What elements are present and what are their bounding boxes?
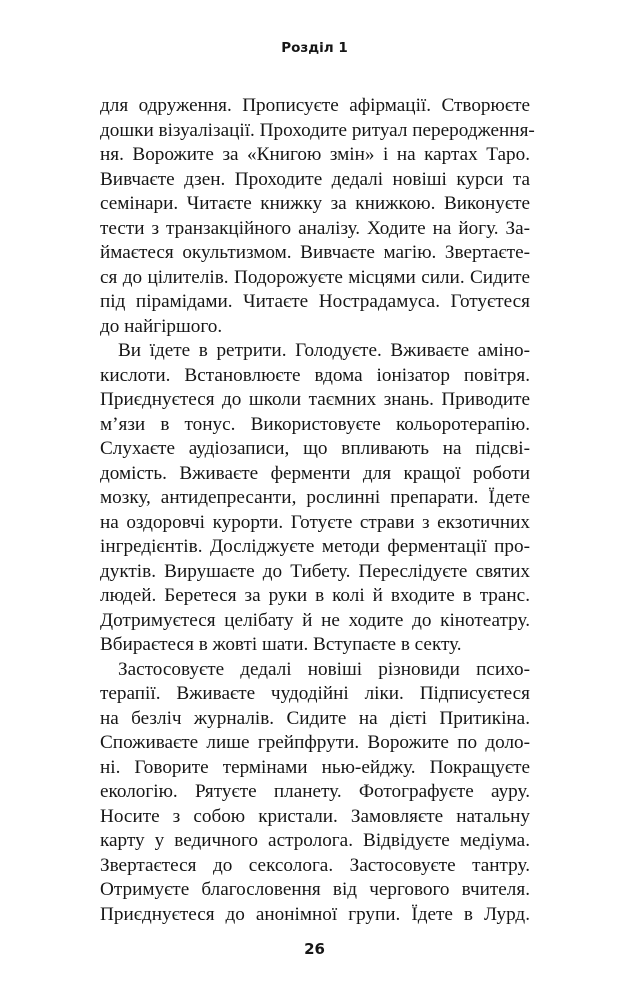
text-line: людей. Беретеся за руки в колі й входите в транс. xyxy=(100,585,530,606)
text-line: Ви їдете в ретрити. Голодуєте. Вживаєте аміно- xyxy=(118,340,530,361)
text-line: ся до цілителів. Подорожуєте місцями сили. Сидите xyxy=(100,266,530,288)
text-line: на безліч журналів. Сидите на дієті Притикіна. xyxy=(100,707,530,729)
text-line: дошки візуалізації. Проходите ритуал переродження- xyxy=(100,119,535,141)
text-line: мозку, антидепресанти, рослинні препарати. Їдете xyxy=(100,487,530,508)
text-line: Вивчаєте дзен. Проходите дедалі новіші курси та xyxy=(100,168,530,190)
paragraph xyxy=(100,658,530,928)
text-line: тести з транзакційного аналізу. Ходите на йогу. За- xyxy=(100,217,530,239)
text-line: ня. Ворожите за «Книгою змін» і на картах Таро. xyxy=(100,144,530,165)
page-number: 26 xyxy=(304,940,325,958)
text-line: Носите з собою кристали. Замовляєте натальну xyxy=(100,805,530,827)
text-line: Вбираєтеся в жовті шати. Вступаєте в секту. xyxy=(100,634,462,655)
text-line: екологію. Рятуєте планету. Фотографуєте ауру. xyxy=(100,781,530,802)
text-line: Застосовуєте дедалі новіші різновиди психо- xyxy=(118,658,530,680)
text-line: м’язи в тонус. Використовуєте кольоротерапію. xyxy=(100,413,530,435)
text-line: ні. Говорите термінами нью-ейджу. Покращуєте xyxy=(100,756,530,778)
text-line: інгредієнтів. Досліджуєте методи ферментації про- xyxy=(100,536,530,557)
text-line: кислоти. Встановлюєте вдома іонізатор повітря. xyxy=(100,364,530,386)
text-line: Споживаєте лише грейпфрути. Ворожите по доло- xyxy=(100,732,530,753)
text-line: карту у ведичного астролога. Відвідуєте медіума. xyxy=(100,830,530,851)
text-line: для одруження. Прописуєте афірмації. Створюєте xyxy=(100,95,530,116)
text-line: на оздоровчі курорти. Готуєте страви з екзотичних xyxy=(100,511,530,533)
text-line: Отримуєте благословення від чергового вчителя. xyxy=(100,879,530,900)
paragraph xyxy=(100,339,530,658)
paragraph xyxy=(100,94,535,339)
body-text xyxy=(100,94,535,927)
text-line: Приєднуєтеся до школи таємних знань. Приводите xyxy=(100,389,530,410)
text-line: ймаєтеся окультизмом. Вивчаєте магію. Звертаєте- xyxy=(100,242,530,263)
text-line: Звертаєтеся до сексолога. Застосовуєте тантру. xyxy=(100,854,530,876)
text-line: Слухаєте аудіозаписи, що впливають на підсві- xyxy=(100,438,530,459)
text-line: дуктів. Вирушаєте до Тибету. Переслідуєте святих xyxy=(100,560,530,582)
text-line: під пірамідами. Читаєте Нострадамуса. Готуєтеся xyxy=(100,291,530,312)
text-line: Дотримуєтеся целібату й не ходите до кінотеатру. xyxy=(100,609,530,631)
text-line: домість. Вживаєте ферменти для кращої роботи xyxy=(100,462,530,484)
text-line: семінари. Читаєте книжку за книжкою. Виконуєте xyxy=(100,193,530,214)
text-line: терапії. Вживаєте чудодійні ліки. Підписуєтеся xyxy=(100,683,530,704)
running-header: Розділ 1 xyxy=(281,40,348,56)
text-line: Приєднуєтеся до анонімної групи. Їдете в Лурд. xyxy=(100,903,530,925)
text-line: до найгіршого. xyxy=(100,315,223,337)
